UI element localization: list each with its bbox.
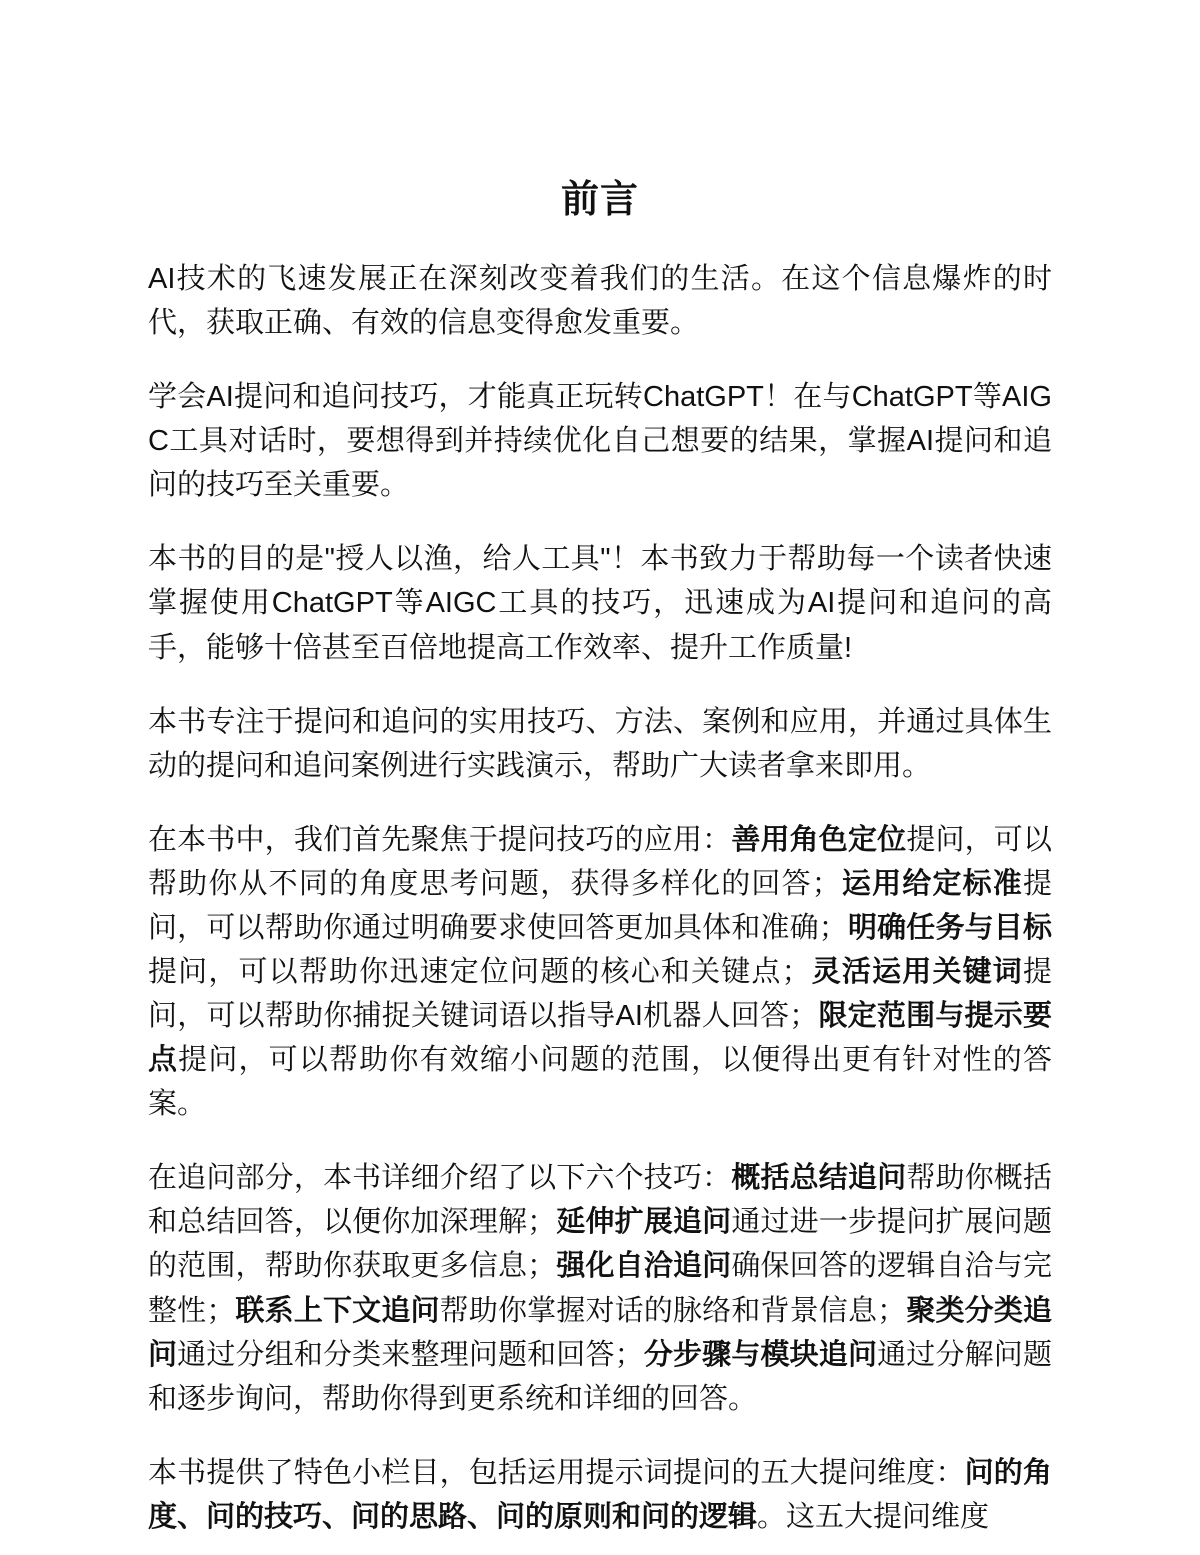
bold-run: 联系上下文追问	[235, 1294, 440, 1327]
text-run: 提问，可以帮助你捕捉关键词语以指导AI机器人回答；	[148, 956, 1052, 1033]
paragraph	[148, 1156, 1052, 1420]
bold-run: 善用角色定位	[731, 823, 907, 856]
paragraph	[148, 257, 1052, 345]
text-run: 提问，可以帮助你迅速定位问题的核心和关键点；	[148, 956, 811, 989]
text-run: 在本书中，我们首先聚焦于提问技巧的应用：	[148, 823, 732, 856]
text-run: 提问，可以帮助你通过明确要求使回答更加具体和准确；	[148, 867, 1052, 944]
text-run: 通过进一步提问扩展问题的范围，帮助你获取更多信息；	[148, 1206, 1052, 1283]
bold-run: 延伸扩展追问	[556, 1206, 732, 1239]
bold-run: 问的角度、问的技巧、问的思路、问的原则和问的逻辑	[148, 1456, 1052, 1533]
text-run: 确保回答的逻辑自洽与完整性；	[148, 1250, 1052, 1327]
text-run: 通过分解问题和逐步询问，帮助你得到更系统和详细的回答。	[148, 1338, 1052, 1415]
text-run: AI技术的飞速发展正在深刻改变着我们的生活。在这个信息爆炸的时代，获取正确、有效的信息变得愈发重要。	[148, 263, 1052, 340]
bold-run: 运用给定标准	[840, 867, 1023, 900]
bold-run: 限定范围与提示要点	[148, 1000, 1052, 1077]
bold-run: 聚类分类追问	[148, 1294, 1052, 1371]
text-run: 帮助你概括和总结回答，以便你加深理解；	[148, 1162, 1052, 1239]
bold-run: 灵活运用关键词	[810, 956, 1023, 989]
bold-run: 概括总结追问	[731, 1162, 907, 1195]
paragraphs	[148, 257, 1052, 1539]
bold-run: 分步骤与模块追问	[643, 1338, 878, 1371]
text-run: 本书提供了特色小栏目，包括运用提示词提问的五大提问维度：	[148, 1456, 965, 1489]
paragraph	[148, 375, 1052, 507]
bold-run: 明确任务与目标	[847, 911, 1052, 944]
text-run: 。这五大提问维度	[757, 1500, 990, 1533]
text-run: 学会AI提问和追问技巧，才能真正玩转ChatGPT！在与ChatGPT等AIGC工具对话时，要想得到并持续优化自己想要的结果，掌握AI提问和追问的技巧至关重要。	[148, 381, 1052, 502]
paragraph	[148, 1451, 1052, 1539]
text-run: 提问，可以帮助你有效缩小问题的范围，以便得出更有针对性的答案。	[148, 1044, 1052, 1121]
paragraph	[148, 818, 1052, 1127]
bold-run: 强化自洽追问	[556, 1250, 732, 1283]
paragraph	[148, 537, 1052, 669]
paragraph	[148, 700, 1052, 788]
text-run: 帮助你掌握对话的脉络和背景信息；	[439, 1294, 907, 1327]
text-run: 本书专注于提问和追问的实用技巧、方法、案例和应用，并通过具体生动的提问和追问案例进行实践演示，帮助广大读者拿来即用。	[148, 705, 1052, 782]
text-run: 在追问部分，本书详细介绍了以下六个技巧：	[148, 1162, 732, 1195]
text-run: 本书的目的是"授人以渔，给人工具"！本书致力于帮助每一个读者快速掌握使用ChatGPT等AIGC工具的技巧，迅速成为AI提问和追问的高手，能够十倍甚至百倍地提高工作效率、提升工作质量!	[148, 543, 1052, 664]
text-run: 提问，可以帮助你从不同的角度思考问题，获得多样化的回答；	[148, 823, 1052, 900]
text-run: 通过分组和分类来整理问题和回答；	[177, 1338, 644, 1371]
page-title: 前言	[560, 179, 639, 221]
